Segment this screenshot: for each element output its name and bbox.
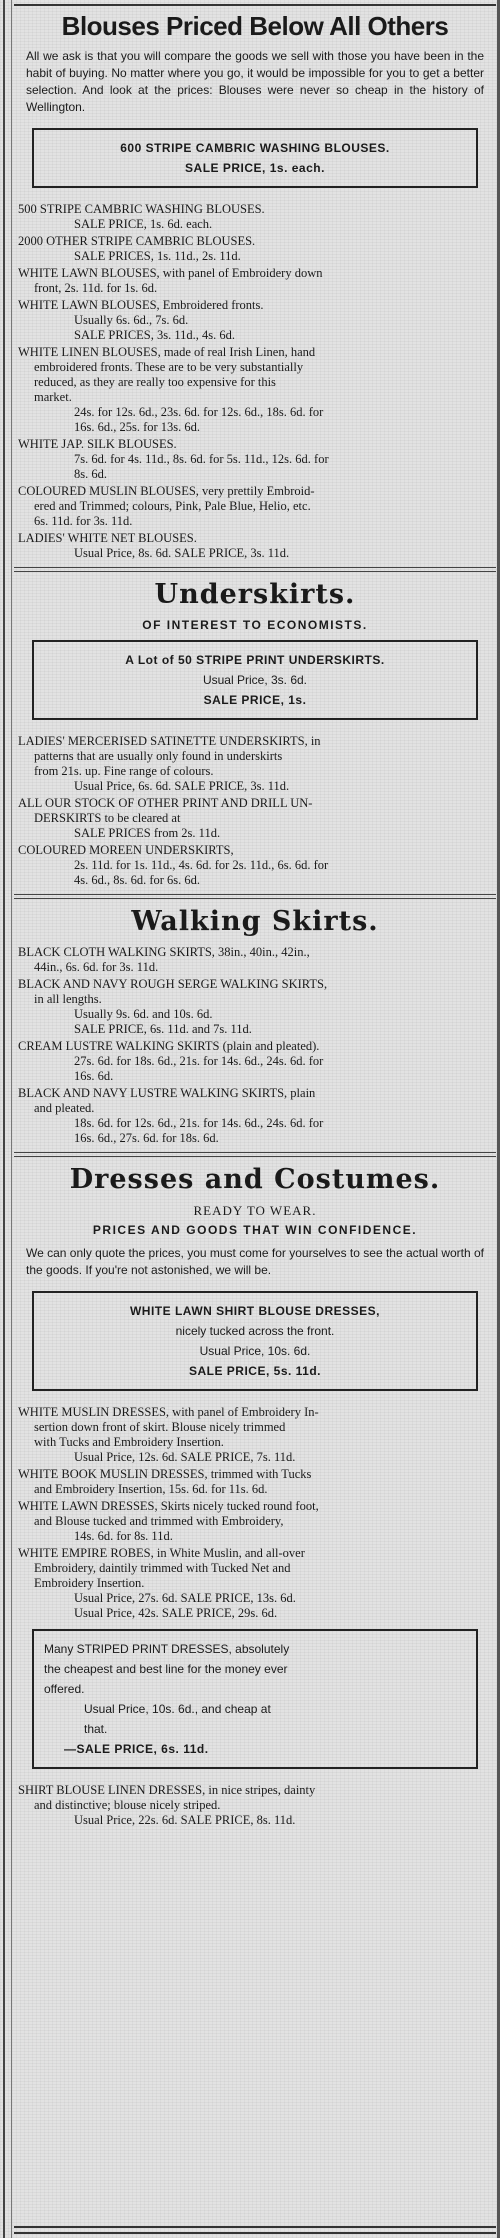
dresses-section bbox=[14, 1163, 496, 1828]
item-heading: CREAM LUSTRE WALKING SKIRTS (plain and pleated). bbox=[18, 1039, 320, 1053]
blouses-intro: All we ask is that you will compare the goods we sell with those you have been in the habit of buying. No matter where you go, it would be impossible for you to get a better selection. And look at the prices: Blouses were never so cheap in the history of Wellington. bbox=[26, 49, 484, 114]
list-item bbox=[18, 1499, 492, 1544]
item-line: Embroidery, daintily trimmed with Tucked Net and bbox=[34, 1561, 291, 1575]
walking-skirts-section bbox=[14, 905, 496, 1146]
item-heading: WHITE EMPIRE ROBES, in White Muslin, and all-over bbox=[18, 1546, 305, 1560]
box-line: that. bbox=[84, 1722, 108, 1736]
section-divider bbox=[14, 567, 496, 572]
item-line: and Blouse tucked and trimmed with Embroidery, bbox=[34, 1514, 284, 1528]
list-item bbox=[18, 945, 492, 975]
advertisement bbox=[14, 10, 496, 1834]
item-line: ered and Trimmed; colours, Pink, Pale Blue, Helio, etc. bbox=[34, 499, 311, 513]
list-item bbox=[18, 266, 492, 296]
item-line: from 21s. up. Fine range of colours. bbox=[34, 764, 214, 778]
list-item bbox=[18, 437, 492, 482]
item-heading: LADIES' WHITE NET BLOUSES. bbox=[18, 531, 197, 545]
item-price: 18s. 6d. for 12s. 6d., 21s. for 14s. 6d., 24s. 6d. for bbox=[74, 1116, 324, 1130]
item-heading: ALL OUR STOCK OF OTHER PRINT AND DRILL UN- bbox=[18, 796, 313, 810]
item-heading: WHITE LAWN DRESSES, Skirts nicely tucked round foot, bbox=[18, 1499, 319, 1513]
item-heading: BLACK CLOTH WALKING SKIRTS, 38in., 40in., 42in., bbox=[18, 945, 310, 959]
item-price: 7s. 6d. for 4s. 11d., 8s. 6d. for 5s. 11d., 12s. 6d. for bbox=[74, 452, 329, 466]
item-heading: WHITE MUSLIN DRESSES, with panel of Embroidery In- bbox=[18, 1405, 319, 1419]
item-price: SALE PRICES from 2s. 11d. bbox=[74, 826, 221, 840]
section-divider bbox=[14, 1152, 496, 1157]
box-line: WHITE LAWN SHIRT BLOUSE DRESSES, bbox=[129, 1304, 380, 1318]
blouses-heading: Blouses Priced Below All Others bbox=[61, 11, 449, 41]
walking-skirts-heading: Walking Skirts. bbox=[131, 906, 379, 937]
item-line: 6s. 11d. for 3s. 11d. bbox=[34, 514, 133, 528]
item-line: embroidered fronts. These are to be very substantially bbox=[34, 360, 304, 374]
item-price: 16s. 6d. bbox=[74, 1069, 114, 1083]
box-line: SALE PRICE, 5s. 11d. bbox=[188, 1364, 322, 1378]
list-item bbox=[18, 1546, 492, 1621]
item-heading: BLACK AND NAVY ROUGH SERGE WALKING SKIRTS, bbox=[18, 977, 328, 991]
box-line: A Lot of 50 STRIPE PRINT UNDERSKIRTS. bbox=[125, 653, 385, 667]
box-line: Many STRIPED PRINT DRESSES, absolutely bbox=[44, 1642, 290, 1656]
underskirts-heading: Underskirts. bbox=[154, 579, 356, 610]
left-column-rule bbox=[3, 0, 12, 2238]
item-price: 16s. 6d., 25s. for 13s. 6d. bbox=[74, 420, 201, 434]
item-price: Usual Price, 22s. 6d. SALE PRICE, 8s. 11d. bbox=[74, 1813, 296, 1827]
item-price: SALE PRICE, 6s. 11d. and 7s. 11d. bbox=[74, 1022, 252, 1036]
list-item bbox=[18, 298, 492, 343]
item-price: 27s. 6d. for 18s. 6d., 21s. for 14s. 6d., 24s. 6d. for bbox=[74, 1054, 324, 1068]
walking-skirts-list bbox=[14, 945, 496, 1146]
item-heading: WHITE LINEN BLOUSES, made of real Irish Linen, hand bbox=[18, 345, 316, 359]
list-item bbox=[18, 1405, 492, 1465]
item-price: 2s. 11d. for 1s. 11d., 4s. 6d. for 2s. 11d., 6s. 6d. for bbox=[74, 858, 329, 872]
item-line: with Tucks and Embroidery Insertion. bbox=[34, 1435, 224, 1449]
list-item bbox=[18, 843, 492, 888]
item-line: and Embroidery Insertion, 15s. 6d. for 11s. 6d. bbox=[34, 1482, 268, 1496]
item-price: Usual Price, 8s. 6d. SALE PRICE, 3s. 11d. bbox=[74, 546, 290, 560]
item-heading: SHIRT BLOUSE LINEN DRESSES, in nice stripes, dainty bbox=[18, 1783, 316, 1797]
item-price: 14s. 6d. for 8s. 11d. bbox=[74, 1529, 173, 1543]
striped-dresses-box bbox=[32, 1629, 478, 1769]
box-line: SALE PRICE, 1s. bbox=[203, 693, 307, 707]
item-price: SALE PRICES, 3s. 11d., 4s. 6d. bbox=[74, 328, 236, 342]
box-line: the cheapest and best line for the money ever bbox=[44, 1662, 288, 1676]
list-item bbox=[18, 1039, 492, 1084]
list-item bbox=[18, 1086, 492, 1146]
list-item bbox=[18, 202, 492, 232]
underskirts-section bbox=[14, 578, 496, 888]
item-price: 24s. for 12s. 6d., 23s. 6d. for 12s. 6d., 18s. 6d. for bbox=[74, 405, 324, 419]
box-line: Usual Price, 10s. 6d. bbox=[199, 1344, 311, 1358]
item-line: 44in., 6s. 6d. for 3s. 11d. bbox=[34, 960, 159, 974]
item-line: patterns that are usually only found in underskirts bbox=[34, 749, 283, 763]
list-item bbox=[18, 234, 492, 264]
item-heading: 500 STRIPE CAMBRIC WASHING BLOUSES. bbox=[18, 202, 265, 216]
bottom-rule bbox=[14, 2226, 496, 2234]
item-heading: WHITE JAP. SILK BLOUSES. bbox=[18, 437, 177, 451]
item-line: reduced, as they are really too expensive for this bbox=[34, 375, 276, 389]
item-line: and pleated. bbox=[34, 1101, 95, 1115]
item-price: Usual Price, 27s. 6d. SALE PRICE, 13s. 6d. bbox=[74, 1591, 296, 1605]
item-price: 8s. 6d. bbox=[74, 467, 107, 481]
item-price: SALE PRICES, 1s. 11d., 2s. 11d. bbox=[74, 249, 241, 263]
box-line: Usual Price, 10s. 6d., and cheap at bbox=[84, 1702, 271, 1716]
list-item bbox=[18, 484, 492, 529]
item-line: in all lengths. bbox=[34, 992, 102, 1006]
item-heading: WHITE LAWN BLOUSES, Embroidered fronts. bbox=[18, 298, 264, 312]
list-item bbox=[18, 1783, 492, 1828]
section-divider bbox=[14, 894, 496, 899]
underskirts-subheading: OF INTEREST TO ECONOMISTS. bbox=[142, 618, 368, 632]
list-item bbox=[18, 345, 492, 435]
item-line: front, 2s. 11d. for 1s. 6d. bbox=[34, 281, 158, 295]
item-price: Usually 6s. 6d., 7s. 6d. bbox=[74, 313, 189, 327]
item-price: Usual Price, 12s. 6d. SALE PRICE, 7s. 11d. bbox=[74, 1450, 296, 1464]
list-item bbox=[18, 977, 492, 1037]
item-heading: 2000 OTHER STRIPE CAMBRIC BLOUSES. bbox=[18, 234, 256, 248]
top-rule bbox=[14, 0, 496, 6]
item-line: market. bbox=[34, 390, 72, 404]
dresses-list bbox=[14, 1405, 496, 1621]
item-heading: COLOURED MOREEN UNDERSKIRTS, bbox=[18, 843, 234, 857]
blouses-section bbox=[14, 10, 496, 561]
underskirts-feature-box bbox=[32, 640, 478, 720]
item-heading: LADIES' MERCERISED SATINETTE UNDERSKIRTS, in bbox=[18, 734, 321, 748]
box-line: nicely tucked across the front. bbox=[175, 1324, 335, 1338]
underskirts-list bbox=[14, 734, 496, 888]
dresses-feature-box bbox=[32, 1291, 478, 1391]
box-line: offered. bbox=[44, 1682, 85, 1696]
blouses-list bbox=[14, 202, 496, 561]
dresses-tagline: PRICES AND GOODS THAT WIN CONFIDENCE. bbox=[92, 1223, 418, 1237]
item-line: sertion down front of skirt. Blouse nicely trimmed bbox=[34, 1420, 286, 1434]
item-price: 16s. 6d., 27s. 6d. for 18s. 6d. bbox=[74, 1131, 219, 1145]
box-line: SALE PRICE, 1s. each. bbox=[185, 161, 325, 175]
blouses-feature-box bbox=[32, 128, 478, 188]
dresses-heading: Dresses and Costumes. bbox=[69, 1164, 441, 1195]
item-line: Embroidery Insertion. bbox=[34, 1576, 145, 1590]
box-line: Usual Price, 3s. 6d. bbox=[202, 673, 308, 687]
item-line: and distinctive; blouse nicely striped. bbox=[34, 1798, 221, 1812]
box-line: —SALE PRICE, 6s. 11d. bbox=[64, 1742, 209, 1756]
dresses-intro: We can only quote the prices, you must come for yourselves to see the actual worth of the goods. If you're not astonished, we will be. bbox=[26, 1246, 485, 1277]
item-price: Usual Price, 6s. 6d. SALE PRICE, 3s. 11d. bbox=[74, 779, 290, 793]
item-price: Usually 9s. 6d. and 10s. 6d. bbox=[74, 1007, 213, 1021]
box-line: 600 STRIPE CAMBRIC WASHING BLOUSES. bbox=[120, 141, 390, 155]
list-item bbox=[18, 796, 492, 841]
item-line: DERSKIRTS to be cleared at bbox=[34, 811, 181, 825]
item-heading: COLOURED MUSLIN BLOUSES, very prettily Embroid- bbox=[18, 484, 315, 498]
item-price: Usual Price, 42s. SALE PRICE, 29s. 6d. bbox=[74, 1606, 278, 1620]
item-heading: BLACK AND NAVY LUSTRE WALKING SKIRTS, plain bbox=[18, 1086, 316, 1100]
item-heading: WHITE BOOK MUSLIN DRESSES, trimmed with Tucks bbox=[18, 1467, 312, 1481]
dresses-subheading: READY TO WEAR. bbox=[193, 1203, 317, 1218]
item-price: 4s. 6d., 8s. 6d. for 6s. 6d. bbox=[74, 873, 201, 887]
list-item bbox=[18, 734, 492, 794]
item-price: SALE PRICE, 1s. 6d. each. bbox=[74, 217, 213, 231]
list-item bbox=[18, 1467, 492, 1497]
list-item bbox=[18, 531, 492, 561]
item-heading: WHITE LAWN BLOUSES, with panel of Embroidery down bbox=[18, 266, 323, 280]
